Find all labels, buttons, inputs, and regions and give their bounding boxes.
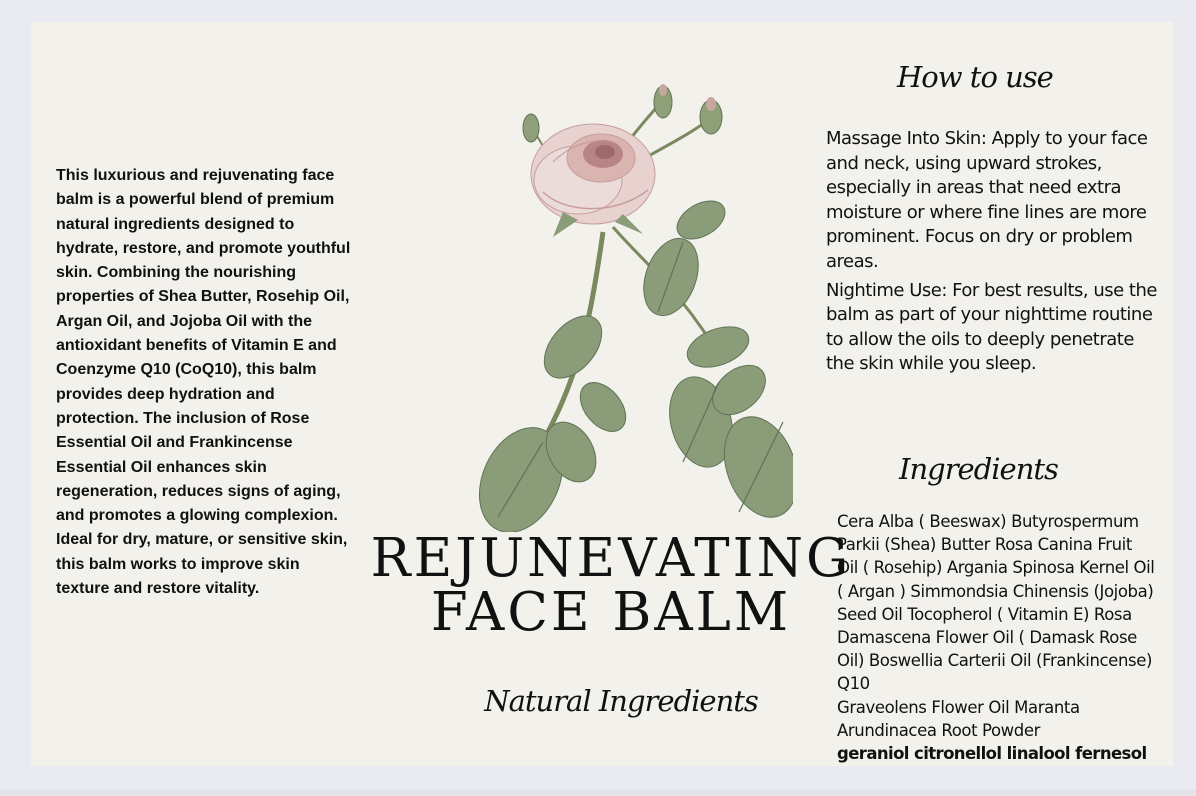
- product-description: This luxurious and rejuvenating face balm is a powerful blend of premium natural ingredients designed to hydrate, restore, and promote youthful skin. Combining the nourishing properties of Shea Butter, Rosehip Oil, Argan Oil, and Jojoba Oil with the antioxidant benefits of Vitamin E and Coenzyme Q10 (CoQ10), this balm provides deep hydration and protection. The inclusion of Rose Essential Oil and Frankincense Essential Oil enhances skin regeneration, reduces signs of aging, and promotes a glowing complexion. Ideal for dry, mature, or sensitive skin, this balm works to improve skin texture and restore vitality.: [56, 167, 351, 598]
- product-subtitle: Natural Ingredients: [484, 684, 758, 718]
- title-line-1: REJUNEVATING: [370, 528, 852, 589]
- how-to-use-section: [826, 127, 1161, 381]
- product-label: [31, 22, 1173, 766]
- ingredients-list: Cera Alba ( Beeswax) Butyrospermum Parkii (Shea) Butter Rosa Canina Fruit Oil ( Rosehip) Argania Spinosa Kernel Oil ( Argan ) Simmondsia Chinensis (Jojoba) Seed Oil Tocopherol ( Vitamin E) Rosa Damascena Flower Oil ( Damask Rose Oil) Boswellia Carterii Oil (Frankincense) Q10: [837, 512, 1155, 694]
- bud: [523, 114, 539, 142]
- ingredients-section: [837, 510, 1155, 765]
- title-line-2: FACE BALM: [430, 582, 792, 643]
- rose-bloom: [531, 124, 655, 224]
- ingredients-heading: Ingredients: [899, 452, 1058, 486]
- how-to-use-heading: How to use: [897, 60, 1053, 94]
- ingredients-list-continued: Graveolens Flower Oil Maranta Arundinacea Root Powder: [837, 697, 1080, 740]
- rose-illustration: [443, 62, 793, 532]
- allergens-list: geraniol citronellol linalool fernesol: [837, 744, 1147, 764]
- nighttime-instructions: Nightime Use: For best results, use the balm as part of your nighttime routine to allow the oils to deeply penetrate the skin while you sleep.: [826, 279, 1157, 375]
- massage-instructions: Massage Into Skin: Apply to your face and neck, using upward strokes, especially in areas that need extra moisture or where fine lines are more prominent. Focus on dry or problem areas.: [826, 128, 1148, 272]
- product-title: [351, 528, 871, 643]
- page-bottom-edge: [0, 790, 1196, 796]
